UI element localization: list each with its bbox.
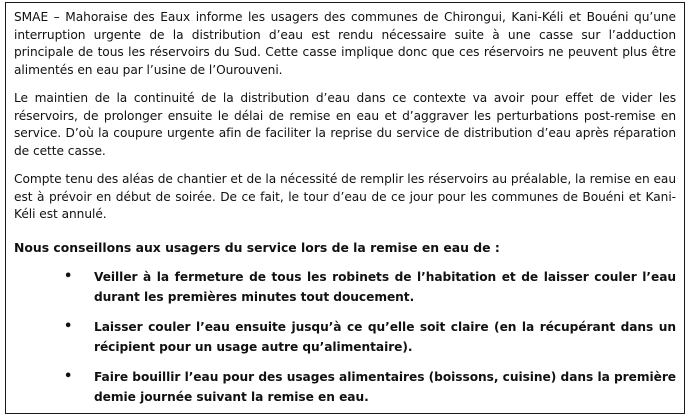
advice-list (14, 267, 676, 407)
notice-paragraph-continuity: Le maintien de la continuité de la distribution d’eau dans ce contexte va avoir pour effet de vider les réservoirs, de prolonger ensuite le délai de remise en eau et d’aggraver les perturbations post-remise en service. D’où la coupure urgente afin de faciliter la reprise du service de distribution d’eau après réparation de cette casse. (14, 91, 676, 158)
bullet-icon: • (64, 318, 73, 334)
advice-item-close-taps (14, 267, 676, 307)
advice-heading: Nous conseillons aux usagers du service lors de la remise en eau de : (14, 239, 500, 255)
advice-item-run-water (14, 317, 676, 357)
bullet-icon: • (64, 368, 73, 384)
bullet-icon: • (64, 268, 73, 284)
notice-document (5, 2, 685, 414)
advice-item-text: Faire bouillir l’eau pour des usages alimentaires (boissons, cuisine) dans la première demie journée suivant la remise en eau. (94, 369, 676, 404)
advice-item-boil-water (14, 367, 676, 407)
advice-item-text: Laisser couler l’eau ensuite jusqu’à ce qu’elle soit claire (en la récupérant dans un récipient pour un usage autre qu’alimentaire). (94, 319, 676, 354)
notice-paragraph-restoration: Compte tenu des aléas de chantier et de la nécessité de remplir les réservoirs au préalable, la remise en eau est à prévoir en début de soirée. De ce fait, le tour d’eau de ce jour pour les communes de Bouéni et Kani-Kéli est annulé. (14, 172, 676, 221)
notice-paragraph-intro: SMAE – Mahoraise des Eaux informe les usagers des communes de Chirongui, Kani-Kéli et Bouéni qu’une interruption urgente de la distribution d’eau est rendu nécessaire suite à une casse sur l’adduction principale de tous les réservoirs du Sud. Cette casse implique donc que ces réservoirs ne peuvent plus être alimentés en eau par l’usine de l’Ourouveni. (14, 10, 676, 77)
advice-item-text: Veiller à la fermeture de tous les robinets de l’habitation et de laisser couler l’eau durant les premières minutes tout doucement. (94, 269, 676, 304)
